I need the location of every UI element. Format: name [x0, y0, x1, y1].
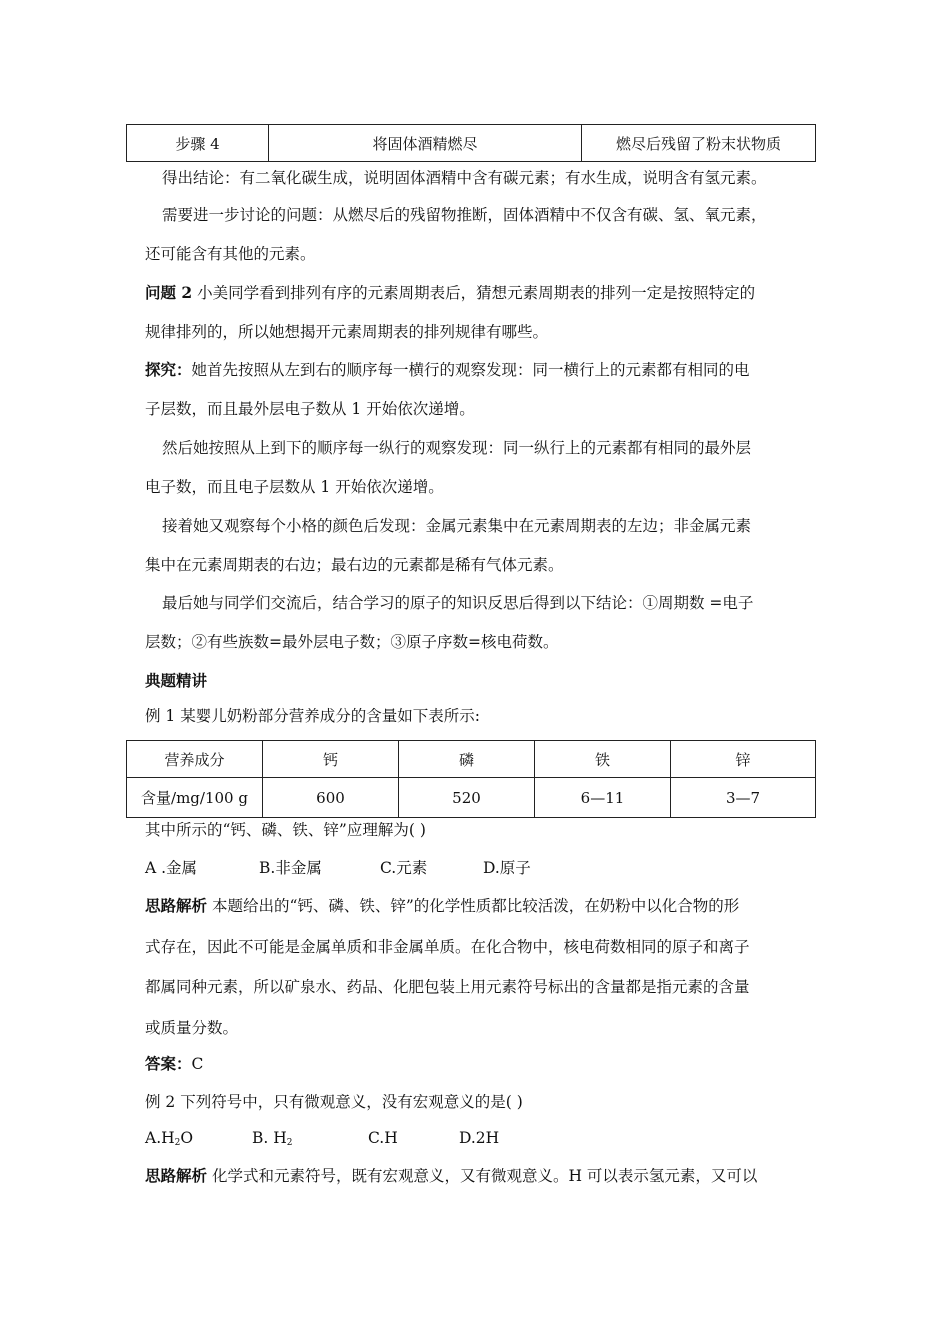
example-1-intro: 例 1 某婴儿奶粉部分营养成分的含量如下表所示:	[145, 707, 480, 725]
conclusion-text: 得出结论：有二氧化碳生成，说明固体酒精中含有碳元素；有水生成，说明含有氢元素。	[162, 169, 767, 187]
option-c: C.元素	[380, 859, 428, 877]
table-header-cell: 锌	[671, 741, 816, 778]
nutrition-table	[126, 740, 816, 818]
example-2-options	[145, 1128, 499, 1153]
explore-line-1	[145, 360, 750, 380]
step-table	[126, 124, 816, 162]
answer-line	[145, 1054, 203, 1074]
analysis-1-line-1	[145, 896, 739, 916]
question-2-line-1	[145, 283, 755, 303]
final-conclusion-line-2: 层数；②有些族数=最外层电子数；③原子序数=核电荷数。	[145, 633, 559, 651]
section-title: 典题精讲	[145, 671, 208, 690]
step-cell: 步骤 4	[127, 125, 269, 162]
analysis-1-line-4: 或质量分数。	[145, 1019, 239, 1037]
question-2-line-2: 规律排列的，所以她想揭开元素周期表的排列规律有哪些。	[145, 323, 549, 341]
table-header-cell: 营养成分	[127, 741, 263, 778]
color-observation-line-2: 集中在元素周期表的右边；最右边的元素都是稀有气体元素。	[145, 556, 564, 574]
option-a: A .金属	[145, 859, 198, 877]
table-row	[127, 125, 816, 162]
analysis-text: 化学式和元素符号，既有宏观意义，又有微观意义。H 可以表示氢元素，又可以	[211, 1167, 758, 1185]
option-c: C.H	[368, 1129, 398, 1147]
answer-value: C	[191, 1055, 204, 1073]
example-1-options	[145, 858, 531, 878]
discussion-line-1: 需要进一步讨论的问题：从燃尽后的残留物推断，固体酒精中不仅含有碳、氢、氧元素，	[162, 206, 767, 224]
option-d: D.原子	[483, 859, 531, 877]
table-header-cell: 铁	[535, 741, 671, 778]
action-cell: 将固体酒精燃尽	[269, 125, 582, 162]
table-cell: 3—7	[671, 778, 816, 818]
explore-text: 她首先按照从左到右的顺序每一横行的观察发现：同一横行上的元素都有相同的电	[191, 361, 750, 379]
example-2-question: 例 2 下列符号中，只有微观意义，没有宏观意义的是( )	[145, 1093, 523, 1111]
vertical-observation-line-1: 然后她按照从上到下的顺序每一纵行的观察发现：同一纵行上的元素都有相同的最外层	[162, 439, 752, 457]
explore-line-2: 子层数，而且最外层电子数从 1 开始依次递增。	[145, 400, 475, 418]
table-row	[127, 741, 816, 778]
table-cell: 520	[399, 778, 535, 818]
analysis-1-line-2: 式存在，因此不可能是金属单质和非金属单质。在化合物中，核电荷数相同的原子和离子	[145, 938, 750, 956]
question-2-label: 问题 2	[145, 283, 193, 302]
table-cell: 6—11	[535, 778, 671, 818]
discussion-line-2: 还可能含有其他的元素。	[145, 245, 316, 263]
result-cell: 燃尽后残留了粉末状物质	[582, 125, 816, 162]
table-cell: 含量/mg/100 g	[127, 778, 263, 818]
analysis-label: 思路解析	[145, 1166, 208, 1185]
final-conclusion-line-1: 最后她与同学们交流后，结合学习的原子的知识反思后得到以下结论：①周期数 =电子	[162, 594, 754, 612]
analysis-2-line-1	[145, 1166, 757, 1186]
table-header-cell: 磷	[399, 741, 535, 778]
table-cell: 600	[263, 778, 399, 818]
vertical-observation-line-2: 电子数，而且电子层数从 1 开始依次递增。	[145, 478, 444, 496]
option-a: $A.H_2O$	[145, 1129, 194, 1148]
answer-label: 答案：	[145, 1054, 192, 1073]
option-b: B.非金属	[259, 859, 322, 877]
example-1-question: 其中所示的“钙、磷、铁、锌”应理解为( )	[145, 821, 426, 839]
analysis-text: 本题给出的“钙、磷、铁、锌”的化学性质都比较活泼，在奶粉中以化合物的形	[211, 897, 740, 915]
option-d: D.2H	[459, 1129, 500, 1147]
option-b: B. $H_2$	[252, 1129, 293, 1148]
analysis-1-line-3: 都属同种元素，所以矿泉水、药品、化肥包装上用元素符号标出的含量都是指元素的含量	[145, 978, 750, 996]
question-2-text: 小美同学看到排列有序的元素周期表后，猜想元素周期表的排列一定是按照特定的	[197, 284, 756, 302]
explore-label: 探究：	[145, 360, 192, 379]
table-row	[127, 778, 816, 818]
color-observation-line-1: 接着她又观察每个小格的颜色后发现：金属元素集中在元素周期表的左边；非金属元素	[162, 517, 752, 535]
table-header-cell: 钙	[263, 741, 399, 778]
analysis-label: 思路解析	[145, 896, 208, 915]
